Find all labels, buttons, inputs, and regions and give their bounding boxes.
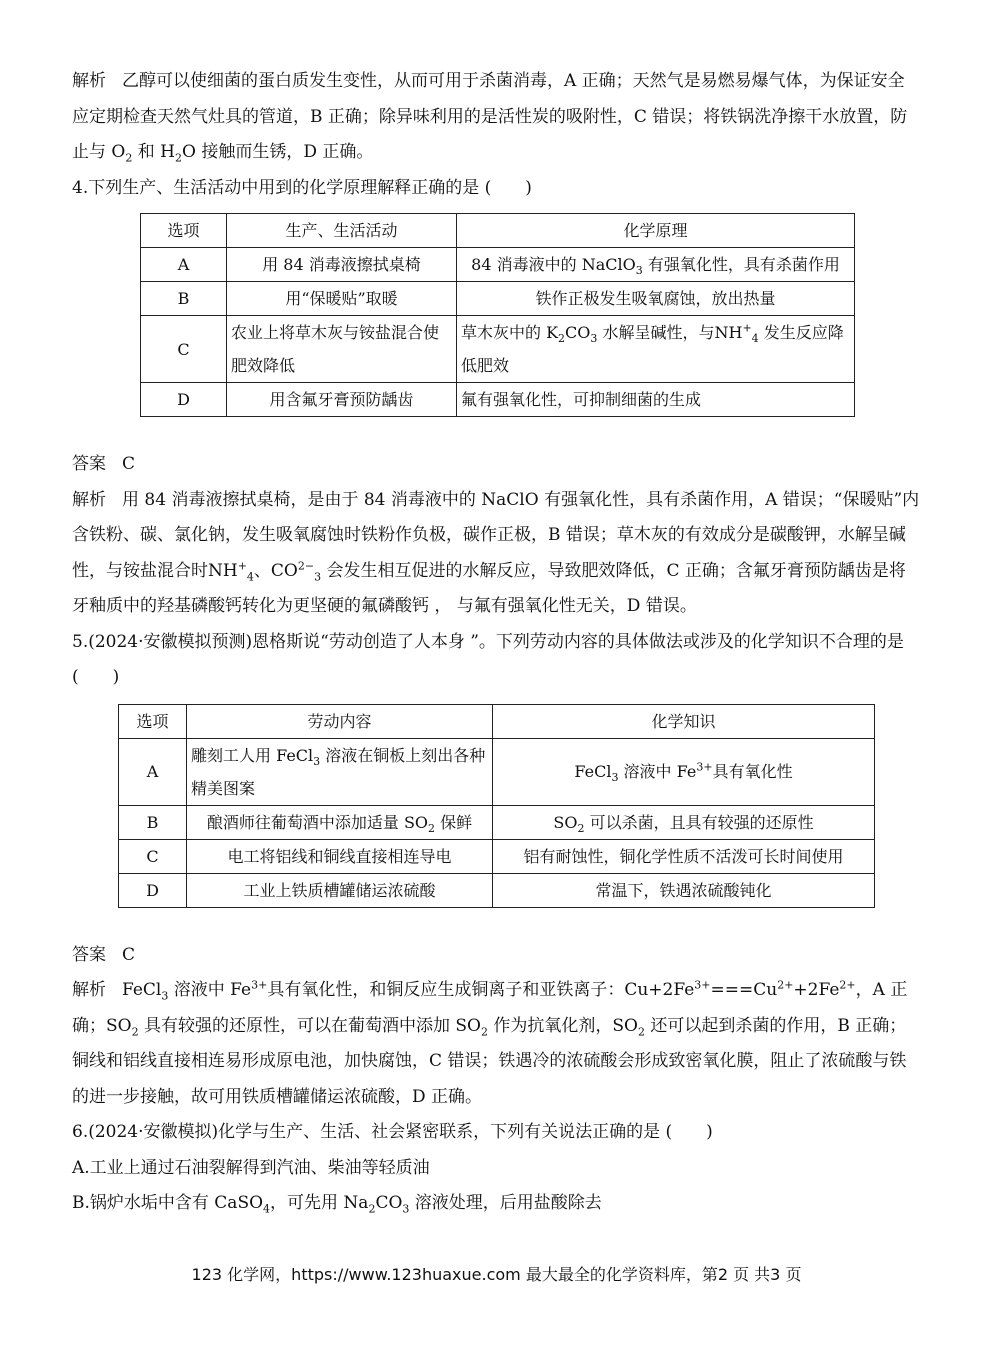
q4-answer <box>72 447 920 483</box>
row-knowledge: 铝有耐蚀性，铜化学性质不活泼可长时间使用 <box>493 839 875 873</box>
header-content: 劳动内容 <box>187 704 493 738</box>
row-content: 工业上铁质槽罐储运浓硫酸 <box>187 873 493 907</box>
row-activity: 用含氟牙膏预防龋齿 <box>227 383 457 417</box>
row-principle: 铁作正极发生吸氧腐蚀，放出热量 <box>457 282 855 316</box>
row-knowledge: 常温下，铁遇浓硫酸钝化 <box>493 873 875 907</box>
table-header-row <box>119 704 875 738</box>
q4-analysis <box>72 483 920 625</box>
answer-value: C <box>122 454 136 474</box>
q3-analysis <box>72 64 920 171</box>
table-row <box>141 383 855 417</box>
q5-answer <box>72 938 920 974</box>
row-principle: 草木灰中的 $K_2CO_3$ 水解呈碱性，与$NH^+_4$ 发生反应降低肥效 <box>457 316 855 383</box>
row-content: 酿酒师往葡萄酒中添加适量 $SO_2$ 保鲜 <box>187 805 493 839</box>
row-option: C <box>141 316 227 383</box>
row-content: 雕刻工人用 FeCl$_3$ 溶液在铜板上刻出各种精美图案 <box>187 738 493 805</box>
header-activity: 生产、生活活动 <box>227 214 457 248</box>
table-row <box>119 738 875 805</box>
row-activity: 用 84 消毒液擦拭桌椅 <box>227 248 457 282</box>
row-knowledge: FeCl$_3$ 溶液中 $Fe^{3+}$具有氧化性 <box>493 738 875 805</box>
header-option: 选项 <box>141 214 227 248</box>
q5-analysis <box>72 973 920 1115</box>
table-row <box>119 839 875 873</box>
row-option: C <box>119 839 187 873</box>
analysis-text: 用 84 消毒液擦拭桌椅，是由于 84 消毒液中的 NaClO 有强氧化性，具有杀菌作用，A 错误；“保暖贴”内含铁粉、碳、氯化钠，发生吸氧腐蚀时铁粉作负极，碳作正极，B 错误；草木灰的有效成分是碳酸钾，水解呈碱性，与铵盐混合时$NH^+_4$、$CO^{2-}_3$ 会发生相互促进的水解反应，导致肥效降低，C 正确；含氟牙膏预防龋齿是将牙釉质中的羟基磷酸钙转化为更坚硬的氟磷酸钙 ， 与氟有强氧化性无关，D 错误。 <box>72 489 920 616</box>
q4-table <box>140 213 855 417</box>
answer-label: 答案 <box>72 454 106 474</box>
row-option: A <box>141 248 227 282</box>
header-principle: 化学原理 <box>457 214 855 248</box>
analysis-label: 解析 <box>72 980 106 1000</box>
q6-option-b: B.锅炉水垢中含有 CaSO$_4$，可先用 $Na_2CO_3$ 溶液处理，后用盐酸除去 <box>72 1193 602 1216</box>
document-page <box>72 64 920 1222</box>
header-knowledge: 化学知识 <box>493 704 875 738</box>
analysis-text: 乙醇可以使细菌的蛋白质发生变性，从而可用于杀菌消毒，A 正确；天然气是易燃易爆气体，为保证安全应定期检查天然气灶具的管道，B 正确；除异味利用的是活性炭的吸附性，C 错误；将铁锅洗净擦干水放置，防止与 $O_2$ 和 $H_2O$ 接触而生锈，D 正确。 <box>72 71 908 165</box>
analysis-label: 解析 <box>72 71 106 91</box>
page-footer: 123 化学网，https://www.123huaxue.com 最大最全的化学资料库，第2 页 共3 页 <box>191 1265 802 1284</box>
table-row <box>141 248 855 282</box>
row-option: B <box>119 805 187 839</box>
table-row <box>141 316 855 383</box>
row-option: D <box>119 873 187 907</box>
row-activity: 农业上将草木灰与铵盐混合使肥效降低 <box>227 316 457 383</box>
row-content: 电工将铝线和铜线直接相连导电 <box>187 839 493 873</box>
table-row <box>119 873 875 907</box>
row-principle: 氟有强氧化性，可抑制细菌的生成 <box>457 383 855 417</box>
row-option: D <box>141 383 227 417</box>
q6-option-a: A.工业上通过石油裂解得到汽油、柴油等轻质油 <box>72 1157 430 1178</box>
row-principle: 84 消毒液中的 NaClO$_3$ 有强氧化性，具有杀菌作用 <box>457 248 855 282</box>
answer-value: C <box>122 944 136 965</box>
header-option: 选项 <box>119 704 187 738</box>
row-knowledge: $SO_2$ 可以杀菌，且具有较强的还原性 <box>493 805 875 839</box>
q6-question: 6.(2024·安徽模拟)化学与生产、生活、社会紧密联系，下列有关说法正确的是 ( ) <box>72 1122 713 1142</box>
row-option: A <box>119 738 187 805</box>
table-row <box>119 805 875 839</box>
row-option: B <box>141 282 227 316</box>
table-header-row <box>141 214 855 248</box>
answer-label: 答案 <box>72 944 106 965</box>
q5-table <box>118 704 875 908</box>
analysis-text: FeCl$_3$ 溶液中 $Fe^{3+}$具有氧化性，和铜反应生成铜离子和亚铁离子：$Cu+2Fe^{3+}===Cu^{2+}+2Fe^{2+}$，A 正确；$SO_2$ 具有较强的还原性，可以在葡萄酒中添加 $SO_2$ 作为抗氧化剂，$SO_2$ 还可以起到杀菌的作用，B 正确；铜线和铝线直接相连易形成原电池，加快腐蚀，C 错误；铁遇冷的浓硫酸会形成致密氧化膜，阻止了浓硫酸与铁的进一步接触，故可用铁质槽罐储运浓硫酸，D 正确。 <box>72 978 908 1107</box>
q5-question: 5.(2024·安徽模拟预测)恩格斯说“劳动创造了人本身 ”。下列劳动内容的具体做法或涉及的化学知识不合理的是( ) <box>72 631 904 687</box>
table-row <box>141 282 855 316</box>
analysis-label: 解析 <box>72 489 106 510</box>
q4-question: 4.下列生产、生活活动中用到的化学原理解释正确的是 ( ) <box>72 177 532 198</box>
row-activity: 用“保暖贴”取暖 <box>227 282 457 316</box>
